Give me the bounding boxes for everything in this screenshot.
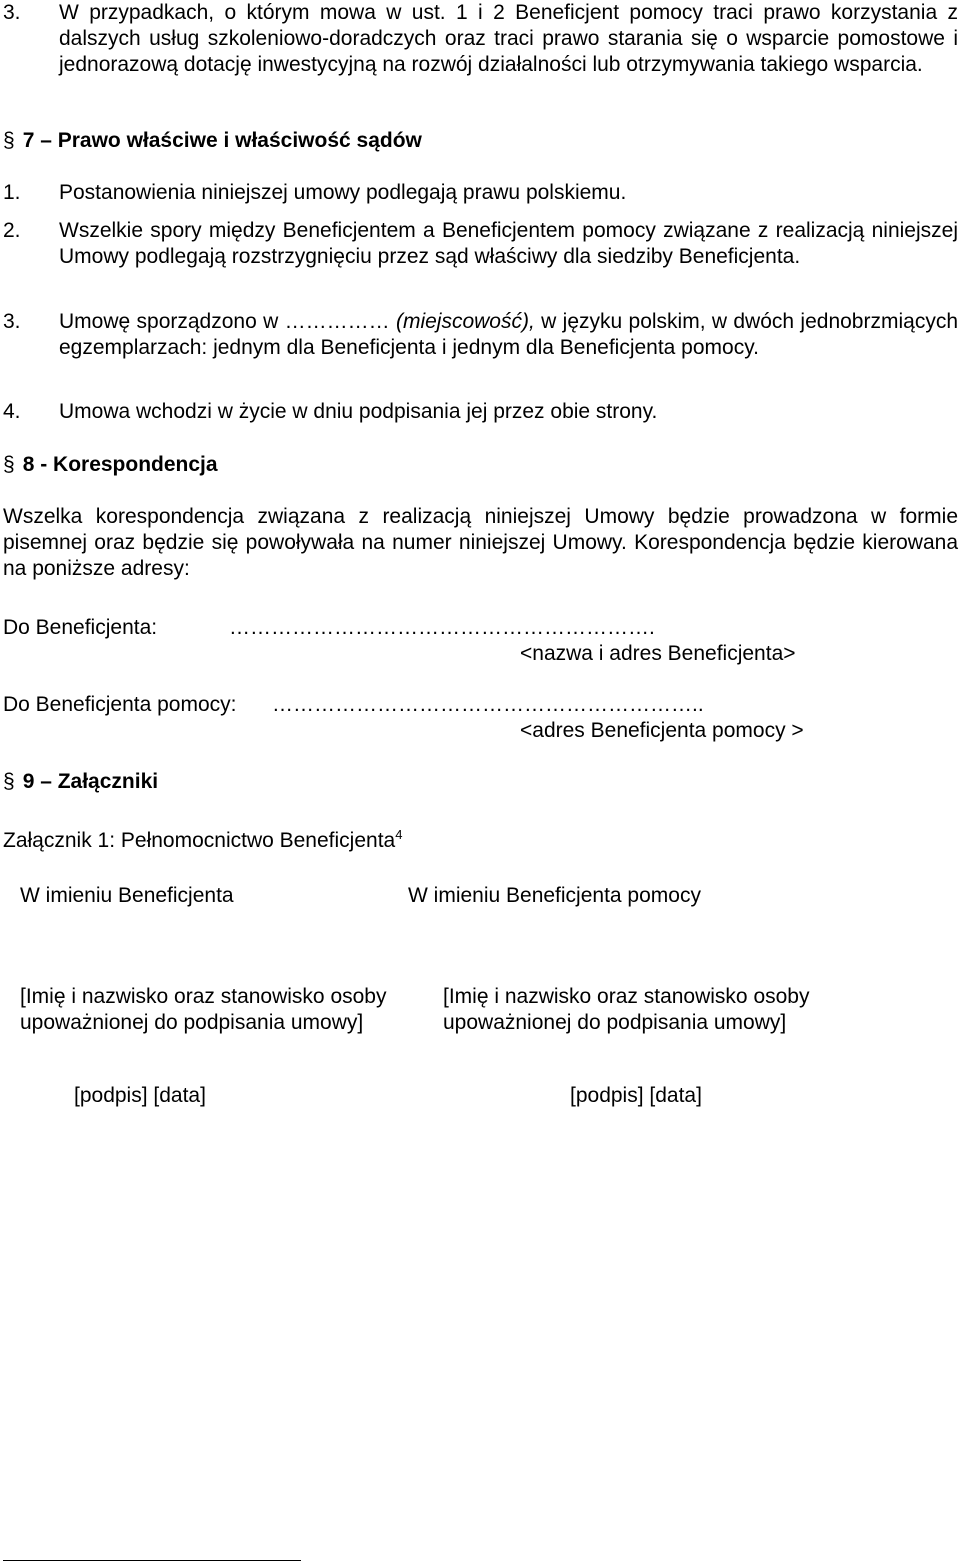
signature-left-person-line-1: [Imię i nazwisko oraz stanowisko osoby xyxy=(20,985,387,1008)
attachment-label: Załącznik 1: Pełnomocnictwo Beneficjenta xyxy=(3,829,396,852)
signature-right-title: W imieniu Beneficjenta pomocy xyxy=(408,884,701,907)
section-9-heading xyxy=(3,769,158,795)
item-number: 3. xyxy=(3,310,21,333)
item-number: 3. xyxy=(3,1,21,24)
footnote-marker: 4 xyxy=(395,827,403,842)
to-beneficiary-hint: <nazwa i adres Beneficjenta> xyxy=(520,642,796,665)
to-aid-beneficiary-label: Do Beneficjenta pomocy: xyxy=(3,693,237,716)
signature-left-title: W imieniu Beneficjenta xyxy=(20,884,234,907)
item-number: 2. xyxy=(3,219,21,242)
item-number: 1. xyxy=(3,181,21,204)
section-sign: § xyxy=(3,129,15,152)
section-7-item-3 xyxy=(3,309,958,361)
place-placeholder: (miejscowość), xyxy=(389,310,535,333)
to-beneficiary-dots: ……………………………………………………. xyxy=(229,616,655,639)
signature-left-sign-date: [podpis] [data] xyxy=(74,1084,206,1107)
signature-right-sign-date: [podpis] [data] xyxy=(570,1084,702,1107)
item-number: 4. xyxy=(3,400,21,423)
item-text: Wszelkie spory między Beneficjentem a Beneficjentem pomocy związane z realizacją niniejszej Umowy podlegają rozstrzygnięciu przez sąd właściwy dla siedziby Beneficjenta. xyxy=(59,219,958,268)
correspondence-paragraph: Wszelka korespondencja związana z realizacją niniejszej Umowy będzie prowadzona w formie pisemnej oraz będzie się powoływała na numer niniejszej Umowy. Korespondencja będzie kierowana na poniższe adresy: xyxy=(3,505,958,580)
item-text-before: Umowę sporządzono w …………… xyxy=(59,310,390,333)
attachment-1 xyxy=(3,828,402,854)
to-aid-beneficiary-dots: …………………………………………………….. xyxy=(272,693,704,716)
item-text-after: w języku polskim, w dwóch jednobrzmiących egzemplarzach: jednym dla Beneficjenta i jednym dla Beneficjenta pomocy. xyxy=(59,310,958,359)
section-7-heading xyxy=(3,128,422,154)
section-9-title: 9 – Załączniki xyxy=(22,770,159,793)
item-text xyxy=(59,309,958,361)
list-item-prev-3 xyxy=(3,0,958,78)
signature-right-person-line-2: upoważnionej do podpisania umowy] xyxy=(443,1011,787,1034)
signature-left-person xyxy=(20,984,387,1036)
section-7-item-4 xyxy=(3,399,958,425)
footnote-separator xyxy=(3,1560,301,1561)
signature-right-person xyxy=(443,984,810,1036)
section-8-heading xyxy=(3,452,218,478)
to-aid-beneficiary-hint: <adres Beneficjenta pomocy > xyxy=(520,719,804,742)
section-7-item-1 xyxy=(3,180,958,206)
item-text: Umowa wchodzi w życie w dniu podpisania jej przez obie strony. xyxy=(59,400,658,423)
section-sign: § xyxy=(3,770,15,793)
section-sign: § xyxy=(3,453,15,476)
item-text: W przypadkach, o którym mowa w ust. 1 i 2 Beneficjent pomocy traci prawo korzystania z dalszych usług szkoleniowo-doradczych oraz traci prawo starania się o wsparcie pomostowe i jednorazową dotację inwestycyjną na rozwój działalności lub otrzymywania takiego wsparcia. xyxy=(59,1,958,76)
signature-right-person-line-1: [Imię i nazwisko oraz stanowisko osoby xyxy=(443,985,810,1008)
section-7-item-2 xyxy=(3,218,958,270)
section-8-title: 8 - Korespondencja xyxy=(22,453,218,476)
to-beneficiary-label: Do Beneficjenta: xyxy=(3,616,158,639)
section-7-title: 7 – Prawo właściwe i właściwość sądów xyxy=(22,129,422,152)
signature-left-person-line-2: upoważnionej do podpisania umowy] xyxy=(20,1011,364,1034)
item-text: Postanowienia niniejszej umowy podlegają prawu polskiemu. xyxy=(59,181,627,204)
